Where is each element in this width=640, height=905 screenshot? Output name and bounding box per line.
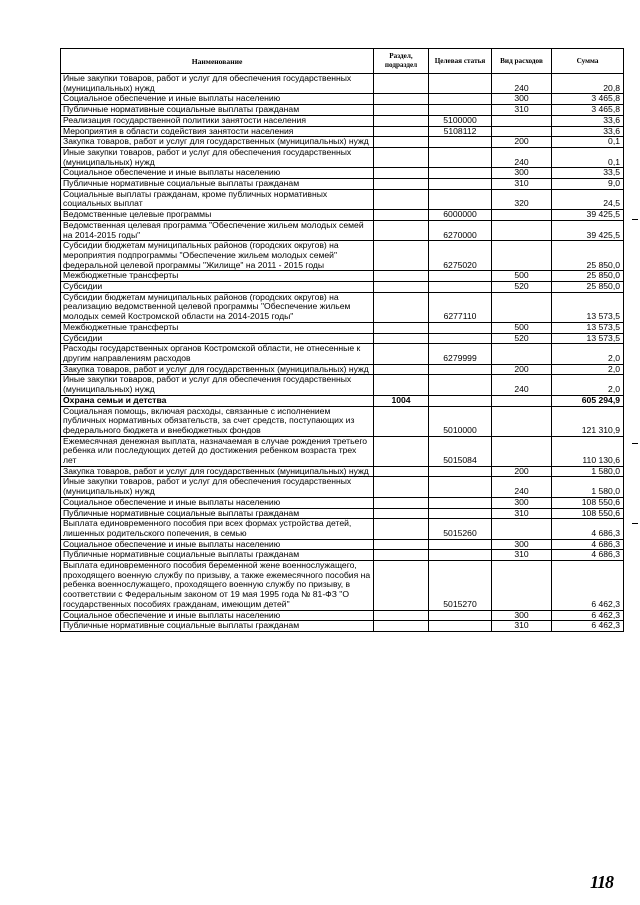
table-row — [61, 179, 624, 190]
cell-vid: 240 — [492, 147, 552, 167]
table-row — [61, 344, 624, 364]
cell-razdel — [374, 322, 429, 333]
cell-celevaya — [429, 466, 492, 477]
cell-summa: 20,8 — [552, 74, 624, 94]
cell-celevaya: 6000000 — [429, 210, 492, 221]
cell-razdel — [374, 189, 429, 209]
cell-vid — [492, 519, 552, 539]
table-row — [61, 220, 624, 240]
document-page — [60, 48, 640, 632]
cell-summa: 13 573,5 — [552, 292, 624, 322]
cell-celevaya — [429, 74, 492, 94]
cell-razdel — [374, 210, 429, 221]
cell-celevaya: 5015084 — [429, 436, 492, 466]
cell-name: Иные закупки товаров, работ и услуг для обеспечения государственных (муниципальных) нужд — [61, 477, 374, 497]
cell-vid — [492, 210, 552, 221]
cell-summa: 4 686,3 — [552, 550, 624, 561]
table-body — [61, 74, 624, 632]
cell-vid — [492, 292, 552, 322]
cell-name: Межбюджетные трансферты — [61, 322, 374, 333]
cell-name: Иные закупки товаров, работ и услуг для обеспечения государственных (муниципальных) нужд — [61, 74, 374, 94]
cell-name: Социальное обеспечение и иные выплаты населению — [61, 168, 374, 179]
cell-name: Публичные нормативные социальные выплаты гражданам — [61, 508, 374, 519]
cell-summa: 25 850,0 — [552, 241, 624, 271]
table-row — [61, 436, 624, 466]
cell-celevaya — [429, 179, 492, 190]
cell-razdel — [374, 406, 429, 436]
cell-summa: 1 580,0 — [552, 477, 624, 497]
cell-name: Ежемесячная денежная выплата, назначаемая в случае рождения третьего ребенка или последующих детей до достижения ребенком возраста трех лет — [61, 436, 374, 466]
cell-summa: 25 850,0 — [552, 282, 624, 293]
cell-name: Ведомственные целевые программы — [61, 210, 374, 221]
cell-name: Расходы государственных органов Костромской области, не отнесенные к другим направлениям расходов — [61, 344, 374, 364]
cell-celevaya: 6270000 — [429, 220, 492, 240]
cell-vid — [492, 241, 552, 271]
cell-vid — [492, 395, 552, 406]
table-row — [61, 241, 624, 271]
table-row — [61, 94, 624, 105]
cell-summa: 6 462,3 — [552, 621, 624, 632]
cell-vid — [492, 115, 552, 126]
table-row — [61, 539, 624, 550]
cell-summa: 39 425,5 — [552, 210, 624, 221]
cell-name: Мероприятия в области содействия занятости населения — [61, 126, 374, 137]
cell-name: Публичные нормативные социальные выплаты гражданам — [61, 179, 374, 190]
cell-summa: 4 686,3 — [552, 539, 624, 550]
cell-summa: 0,1 — [552, 137, 624, 148]
cell-vid: 240 — [492, 477, 552, 497]
cell-razdel — [374, 539, 429, 550]
cell-razdel — [374, 561, 429, 611]
table-row — [61, 74, 624, 94]
margin-tick — [632, 219, 638, 220]
cell-name: Охрана семьи и детства — [61, 395, 374, 406]
cell-celevaya: 5015270 — [429, 561, 492, 611]
table-row — [61, 364, 624, 375]
cell-name: Субсидии бюджетам муниципальных районов (городских округов) на мероприятия подпрограммы "Обеспечение жильем молодых семей" федеральной целевой программы "Жилище" на 2011 - 2015 годы — [61, 241, 374, 271]
margin-tick — [632, 523, 638, 524]
table-row — [61, 282, 624, 293]
cell-name: Публичные нормативные социальные выплаты гражданам — [61, 105, 374, 116]
cell-vid — [492, 561, 552, 611]
cell-razdel — [374, 179, 429, 190]
cell-razdel — [374, 344, 429, 364]
cell-summa: 13 573,5 — [552, 333, 624, 344]
cell-vid: 200 — [492, 466, 552, 477]
cell-celevaya: 6275020 — [429, 241, 492, 271]
cell-razdel — [374, 436, 429, 466]
cell-razdel — [374, 241, 429, 271]
table-row — [61, 561, 624, 611]
cell-name: Социальное обеспечение и иные выплаты населению — [61, 94, 374, 105]
cell-celevaya — [429, 550, 492, 561]
table-row — [61, 189, 624, 209]
cell-celevaya — [429, 282, 492, 293]
cell-razdel — [374, 477, 429, 497]
table-row — [61, 210, 624, 221]
cell-vid: 300 — [492, 610, 552, 621]
cell-celevaya — [429, 94, 492, 105]
cell-name: Социальное обеспечение и иные выплаты населению — [61, 610, 374, 621]
cell-summa: 121 310,9 — [552, 406, 624, 436]
cell-vid: 520 — [492, 282, 552, 293]
table-row — [61, 466, 624, 477]
table-row — [61, 126, 624, 137]
cell-razdel — [374, 466, 429, 477]
cell-vid: 240 — [492, 375, 552, 395]
header-vid: Вид расходов — [492, 49, 552, 74]
cell-celevaya: 5100000 — [429, 115, 492, 126]
cell-name: Ведомственная целевая программа "Обеспечение жильем молодых семей на 2014-2015 годы" — [61, 220, 374, 240]
cell-vid: 310 — [492, 105, 552, 116]
cell-name: Закупка товаров, работ и услуг для государственных (муниципальных) нужд — [61, 137, 374, 148]
cell-summa: 2,0 — [552, 344, 624, 364]
header-razdel: Раздел, подраздел — [374, 49, 429, 74]
cell-celevaya — [429, 271, 492, 282]
cell-name: Закупка товаров, работ и услуг для государственных (муниципальных) нужд — [61, 364, 374, 375]
header-celevaya: Целевая статья — [429, 49, 492, 74]
cell-razdel — [374, 497, 429, 508]
cell-celevaya — [429, 621, 492, 632]
header-name: Наименование — [61, 49, 374, 74]
cell-summa: 108 550,6 — [552, 508, 624, 519]
cell-vid: 200 — [492, 137, 552, 148]
cell-name: Социальное обеспечение и иные выплаты населению — [61, 497, 374, 508]
cell-vid — [492, 406, 552, 436]
cell-celevaya — [429, 610, 492, 621]
cell-razdel — [374, 621, 429, 632]
cell-celevaya — [429, 147, 492, 167]
cell-razdel — [374, 94, 429, 105]
cell-celevaya — [429, 322, 492, 333]
cell-summa: 3 465,8 — [552, 94, 624, 105]
cell-name: Социальные выплаты гражданам, кроме публичных нормативных социальных выплат — [61, 189, 374, 209]
margin-tick — [632, 443, 638, 444]
cell-name: Выплата единовременного пособия беременной жене военнослужащего, проходящего военную службу по призыву, а также ежемесячного пособия на ребенка военнослужащего, проходящего военную службу по призыву, в соответствии с Федеральным законом от 19 мая 1995 года № 81-ФЗ "О государственных пособиях гражданам, имеющим детей" — [61, 561, 374, 611]
cell-celevaya — [429, 539, 492, 550]
cell-vid — [492, 126, 552, 137]
cell-summa: 13 573,5 — [552, 322, 624, 333]
cell-vid: 310 — [492, 550, 552, 561]
table-row — [61, 271, 624, 282]
cell-vid: 300 — [492, 94, 552, 105]
cell-celevaya — [429, 508, 492, 519]
cell-celevaya — [429, 105, 492, 116]
cell-vid: 500 — [492, 322, 552, 333]
cell-summa: 2,0 — [552, 375, 624, 395]
cell-razdel — [374, 282, 429, 293]
cell-name: Иные закупки товаров, работ и услуг для обеспечения государственных (муниципальных) нужд — [61, 147, 374, 167]
cell-razdel — [374, 292, 429, 322]
cell-celevaya — [429, 395, 492, 406]
table-row — [61, 406, 624, 436]
cell-summa: 4 686,3 — [552, 519, 624, 539]
table-row — [61, 105, 624, 116]
table-row — [61, 621, 624, 632]
cell-celevaya — [429, 333, 492, 344]
table-row — [61, 322, 624, 333]
cell-vid: 310 — [492, 179, 552, 190]
cell-razdel — [374, 74, 429, 94]
cell-name: Субсидии бюджетам муниципальных районов (городских округов) на реализацию ведомственной целевой программы "Обеспечение жильем молодых семей Костромской области на 2014-2015 годы" — [61, 292, 374, 322]
cell-vid: 300 — [492, 539, 552, 550]
cell-vid: 520 — [492, 333, 552, 344]
header-summa: Сумма — [552, 49, 624, 74]
table-row — [61, 519, 624, 539]
table-row — [61, 610, 624, 621]
cell-celevaya — [429, 375, 492, 395]
cell-celevaya — [429, 364, 492, 375]
cell-celevaya: 6279999 — [429, 344, 492, 364]
table-row — [61, 477, 624, 497]
cell-celevaya — [429, 168, 492, 179]
cell-name: Выплата единовременного пособия при всех формах устройства детей, лишенных родительского попечения, в семью — [61, 519, 374, 539]
cell-razdel — [374, 550, 429, 561]
page-number: 118 — [590, 872, 614, 892]
cell-razdel — [374, 333, 429, 344]
cell-summa: 33,5 — [552, 168, 624, 179]
cell-vid: 300 — [492, 168, 552, 179]
table-row — [61, 497, 624, 508]
table-row — [61, 395, 624, 406]
table-row — [61, 550, 624, 561]
cell-vid — [492, 344, 552, 364]
cell-summa: 1 580,0 — [552, 466, 624, 477]
cell-summa: 605 294,9 — [552, 395, 624, 406]
cell-razdel — [374, 137, 429, 148]
cell-razdel — [374, 375, 429, 395]
cell-vid: 320 — [492, 189, 552, 209]
cell-name: Социальная помощь, включая расходы, связанные с исполнением публичных нормативных обязательств, за счет средств, поступающих из федерального бюджета и внебюджетных фондов — [61, 406, 374, 436]
table-row — [61, 333, 624, 344]
table-row — [61, 375, 624, 395]
table-row — [61, 137, 624, 148]
cell-celevaya: 5010000 — [429, 406, 492, 436]
budget-table — [60, 48, 624, 632]
cell-celevaya: 6277110 — [429, 292, 492, 322]
cell-summa: 33,6 — [552, 115, 624, 126]
cell-summa: 9,0 — [552, 179, 624, 190]
cell-vid: 240 — [492, 74, 552, 94]
cell-razdel: 1004 — [374, 395, 429, 406]
cell-celevaya — [429, 189, 492, 209]
cell-vid — [492, 436, 552, 466]
cell-razdel — [374, 168, 429, 179]
cell-celevaya: 5015260 — [429, 519, 492, 539]
cell-vid: 500 — [492, 271, 552, 282]
cell-vid: 310 — [492, 508, 552, 519]
cell-celevaya — [429, 477, 492, 497]
table-row — [61, 168, 624, 179]
cell-summa: 24,5 — [552, 189, 624, 209]
cell-vid: 200 — [492, 364, 552, 375]
cell-celevaya: 5108112 — [429, 126, 492, 137]
cell-name: Публичные нормативные социальные выплаты гражданам — [61, 621, 374, 632]
cell-celevaya — [429, 497, 492, 508]
cell-summa: 0,1 — [552, 147, 624, 167]
cell-summa: 6 462,3 — [552, 561, 624, 611]
cell-summa: 33,6 — [552, 126, 624, 137]
cell-summa: 3 465,8 — [552, 105, 624, 116]
cell-summa: 6 462,3 — [552, 610, 624, 621]
cell-name: Иные закупки товаров, работ и услуг для обеспечения государственных (муниципальных) нужд — [61, 375, 374, 395]
cell-summa: 110 130,6 — [552, 436, 624, 466]
cell-razdel — [374, 147, 429, 167]
cell-summa: 2,0 — [552, 364, 624, 375]
cell-razdel — [374, 519, 429, 539]
cell-vid: 310 — [492, 621, 552, 632]
cell-razdel — [374, 508, 429, 519]
table-header-row — [61, 49, 624, 74]
cell-summa: 39 425,5 — [552, 220, 624, 240]
cell-name: Межбюджетные трансферты — [61, 271, 374, 282]
cell-razdel — [374, 126, 429, 137]
cell-vid — [492, 220, 552, 240]
cell-name: Субсидии — [61, 282, 374, 293]
cell-razdel — [374, 610, 429, 621]
cell-summa: 25 850,0 — [552, 271, 624, 282]
cell-name: Публичные нормативные социальные выплаты гражданам — [61, 550, 374, 561]
cell-razdel — [374, 271, 429, 282]
cell-razdel — [374, 220, 429, 240]
cell-razdel — [374, 364, 429, 375]
cell-name: Реализация государственной политики занятости населения — [61, 115, 374, 126]
cell-name: Закупка товаров, работ и услуг для государственных (муниципальных) нужд — [61, 466, 374, 477]
cell-razdel — [374, 105, 429, 116]
cell-name: Субсидии — [61, 333, 374, 344]
table-row — [61, 115, 624, 126]
cell-vid: 300 — [492, 497, 552, 508]
cell-razdel — [374, 115, 429, 126]
cell-summa: 108 550,6 — [552, 497, 624, 508]
cell-name: Социальное обеспечение и иные выплаты населению — [61, 539, 374, 550]
table-row — [61, 508, 624, 519]
cell-celevaya — [429, 137, 492, 148]
table-row — [61, 292, 624, 322]
table-row — [61, 147, 624, 167]
